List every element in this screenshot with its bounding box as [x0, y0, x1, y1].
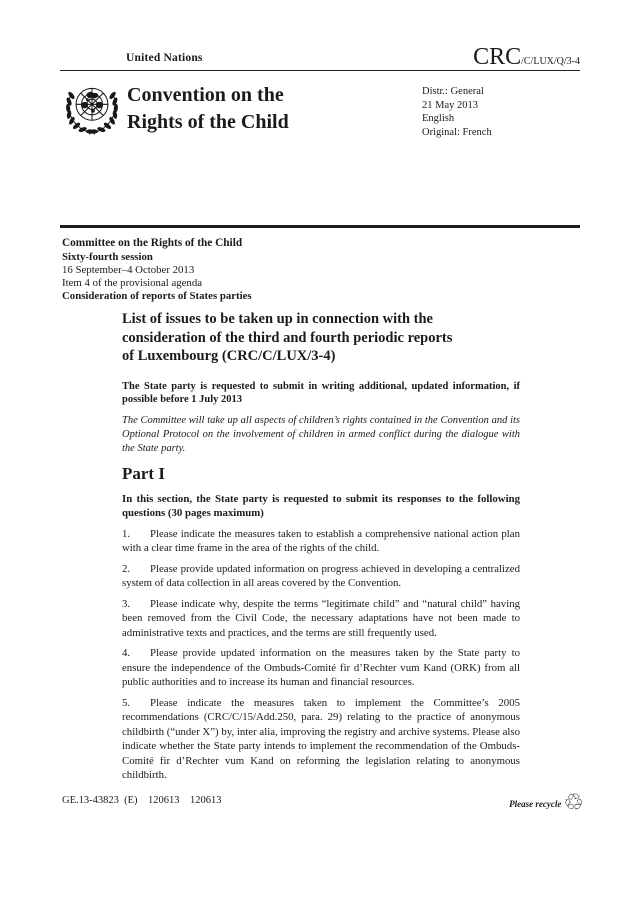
session-dates: 16 September–4 October 2013 — [62, 263, 195, 276]
question-number: 5. — [122, 696, 131, 709]
header-rule — [60, 70, 580, 71]
question-number: 4. — [122, 647, 131, 659]
original-language-line: Original: French — [422, 126, 492, 138]
convention-title-line2: Rights of the Child — [127, 111, 289, 133]
part1-intro: In this section, the State party is requested to submit its responses to the following questions (30 pages maximum) — [122, 492, 520, 519]
agenda-item: Item 4 of the provisional agenda — [62, 276, 203, 289]
document-symbol-main: CRC — [473, 44, 522, 70]
question-text: Please provide updated information on progress achieved in developing a centralized system of data collection in all areas covered by the Convention. — [122, 562, 520, 589]
ge-document-number: GE.13-43823 (E) 120613 120613 — [62, 795, 222, 806]
submission-request: The State party is requested to submit in writing additional, updated information, if possible before 1 July 2013 — [122, 380, 520, 405]
recycle-label: Please recycle — [509, 798, 562, 809]
main-content — [122, 310, 520, 783]
question-text: Please indicate the measures taken to establish a comprehensive national action plan with a clear time frame in the area of the rights of the child. — [122, 527, 520, 554]
date-line: 21 May 2013 — [422, 99, 478, 111]
section-rule — [60, 225, 580, 228]
question-text: Please indicate why, despite the terms “legitimate child” and “natural child” having been removed from the Civil Code, the necessary adaptations have not been made to administrative texts and practices, and the terms are still frequently used. — [122, 597, 520, 639]
question-item-2 — [122, 562, 520, 591]
question-item-4 — [122, 646, 520, 690]
question-number: 1. — [122, 527, 131, 540]
question-text: Please provide updated information on the measures taken by the State party to ensure the independence of the Ombuds-Comité fir d’Rechter vum Kand (ORK) from all public authorities and to increase its human and financial resources. — [122, 647, 520, 688]
page-title: List of issues to be taken up in connection with the consideration of the third and fourth periodic reports of Luxembourg (CRC/C/LUX/3-4) — [122, 311, 453, 364]
document-symbol — [473, 44, 580, 70]
question-item-3 — [122, 597, 520, 641]
language-line: English — [422, 113, 455, 124]
distribution-block — [422, 85, 492, 139]
question-item-1 — [122, 527, 520, 556]
agenda-title: Consideration of reports of States parties — [62, 290, 252, 303]
session-name: Sixty-fourth session — [62, 250, 153, 263]
document-symbol-sub: /C/LUX/Q/3-4 — [521, 56, 580, 67]
question-text: Please indicate the measures taken to implement the Committee’s 2005 recommendations (CRC/C/15/Add.250, para. 29) relating to the practice of anonymous childbirth (“under X”) by, inter alia, improving the registry and archive systems. Please also indicate whether the State party intends to implement the recommendation of the Ombuds-Comité fir d’Rechter vum Kand on reforming the legislation relating to anonymous childbirth. — [122, 696, 520, 781]
committee-name: Committee on the Rights of the Child — [62, 237, 243, 249]
convention-title — [127, 82, 289, 136]
session-block — [62, 236, 252, 303]
question-number: 3. — [122, 597, 131, 610]
part1-heading: Part I — [122, 463, 165, 483]
org-name: United Nations — [126, 52, 203, 64]
convention-title-line1: Convention on the — [127, 84, 284, 106]
question-item-5 — [122, 696, 520, 783]
un-emblem-icon — [61, 80, 123, 143]
recycle-icon: ♲ — [563, 790, 584, 816]
recycle-note — [509, 792, 584, 815]
committee-note: The Committee will take up all aspects of children’s rights contained in the Convention and its Optional Protocol on the involvement of children in armed conflict during the dialogue with the State party. — [122, 414, 520, 454]
distr-line: Distr.: General — [422, 86, 484, 97]
question-number: 2. — [122, 562, 131, 575]
